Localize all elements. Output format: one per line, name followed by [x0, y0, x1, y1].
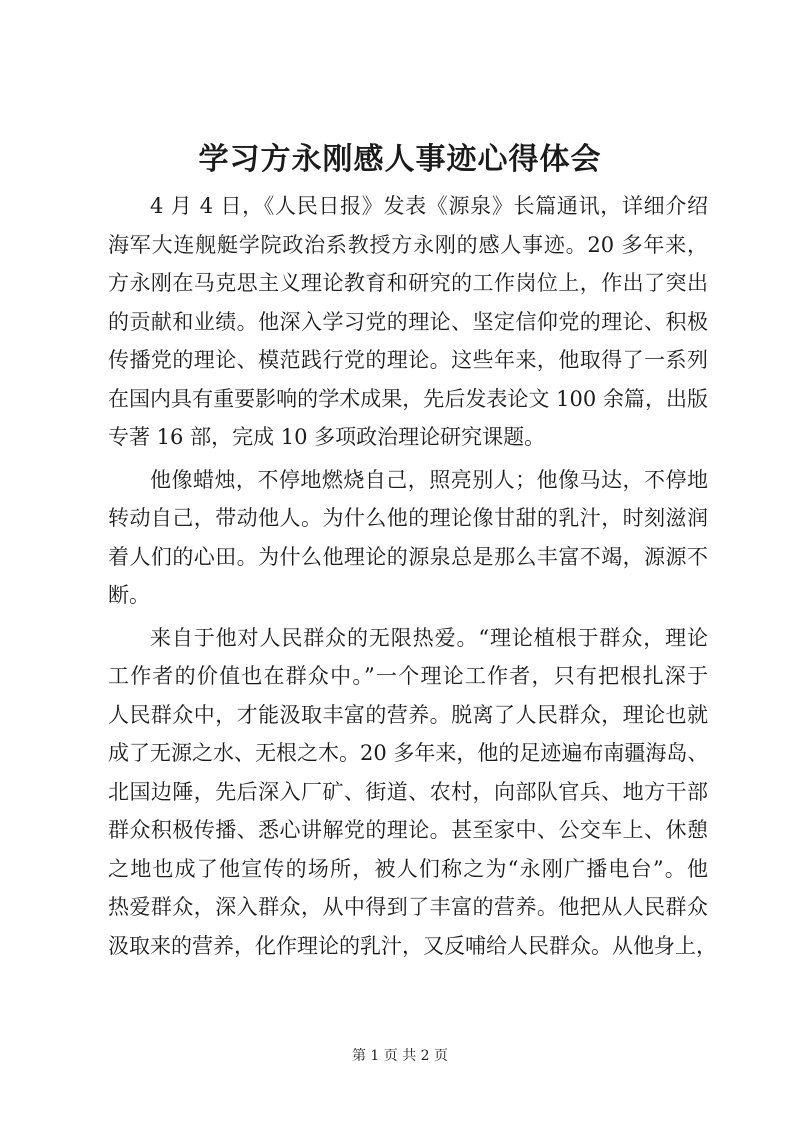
text-line: 来自于他对人民群众的无限热爱。“理论植根于群众，理论 [150, 625, 708, 650]
text-line: 他像蜡烛，不停地燃烧自己，照亮别人；他像马达，不停地 [150, 467, 708, 492]
paragraph-1 [108, 187, 708, 457]
page-number-footer: 第 1 页 共 2 页 [351, 1048, 449, 1064]
text-line: 汲取来的营养，化作理论的乳汁，又反哺给人民群众。从他身上， [108, 933, 717, 958]
text-line: 人民群众中，才能汲取丰富的营养。脱离了人民群众，理论也就 [108, 702, 708, 727]
text-line: 热爱群众，深入群众，从中得到了丰富的营养。他把从人民群众 [108, 895, 708, 919]
text-line: 转动自己，带动他人。为什么他的理论像甘甜的乳汁，时刻滋润 [108, 506, 708, 530]
paragraph-3 [108, 619, 717, 966]
text-line: 工作者的价值也在群众中。”一个理论工作者，只有把根扎深于 [108, 664, 708, 688]
document-body [108, 187, 717, 965]
text-line: 专著 16 部，完成 10 多项政治理论研究课题。 [108, 425, 546, 449]
text-line: 4 月 4 日，《人民日报》发表《源泉》长篇通讯，详细介绍 [150, 194, 708, 218]
text-line: 海军大连舰艇学院政治系教授方永刚的感人事迹。20 多年来， [108, 232, 708, 257]
text-line: 成了无源之水、无根之木。20 多年来，他的足迹遍布南疆海岛、 [108, 741, 709, 765]
text-line: 北国边陲，先后深入厂矿、街道、农村，向部队官兵、地方干部 [108, 779, 708, 804]
text-line: 断。 [108, 583, 150, 607]
text-line: 之地也成了他宣传的场所，被人们称之为“永刚广播电台”。他 [108, 856, 708, 881]
text-line: 传播党的理论、模范践行党的理论。这些年来，他取得了一系列 [108, 348, 708, 372]
text-line: 在国内具有重要影响的学术成果，先后发表论文 100 余篇，出版 [108, 386, 708, 411]
text-line: 群众积极传播、悉心讲解党的理论。甚至家中、公交车上、休憩 [108, 818, 708, 842]
text-line: 的贡献和业绩。他深入学习党的理论、坚定信仰党的理论、积极 [108, 309, 708, 334]
paragraph-2 [108, 461, 708, 615]
text-line: 着人们的心田。为什么他理论的源泉总是那么丰富不竭，源源不 [108, 544, 708, 569]
document-title: 学习方永刚感人事迹心得体会 [198, 142, 602, 177]
text-line: 方永刚在马克思主义理论教育和研究的工作岗位上，作出了突出 [108, 271, 708, 295]
